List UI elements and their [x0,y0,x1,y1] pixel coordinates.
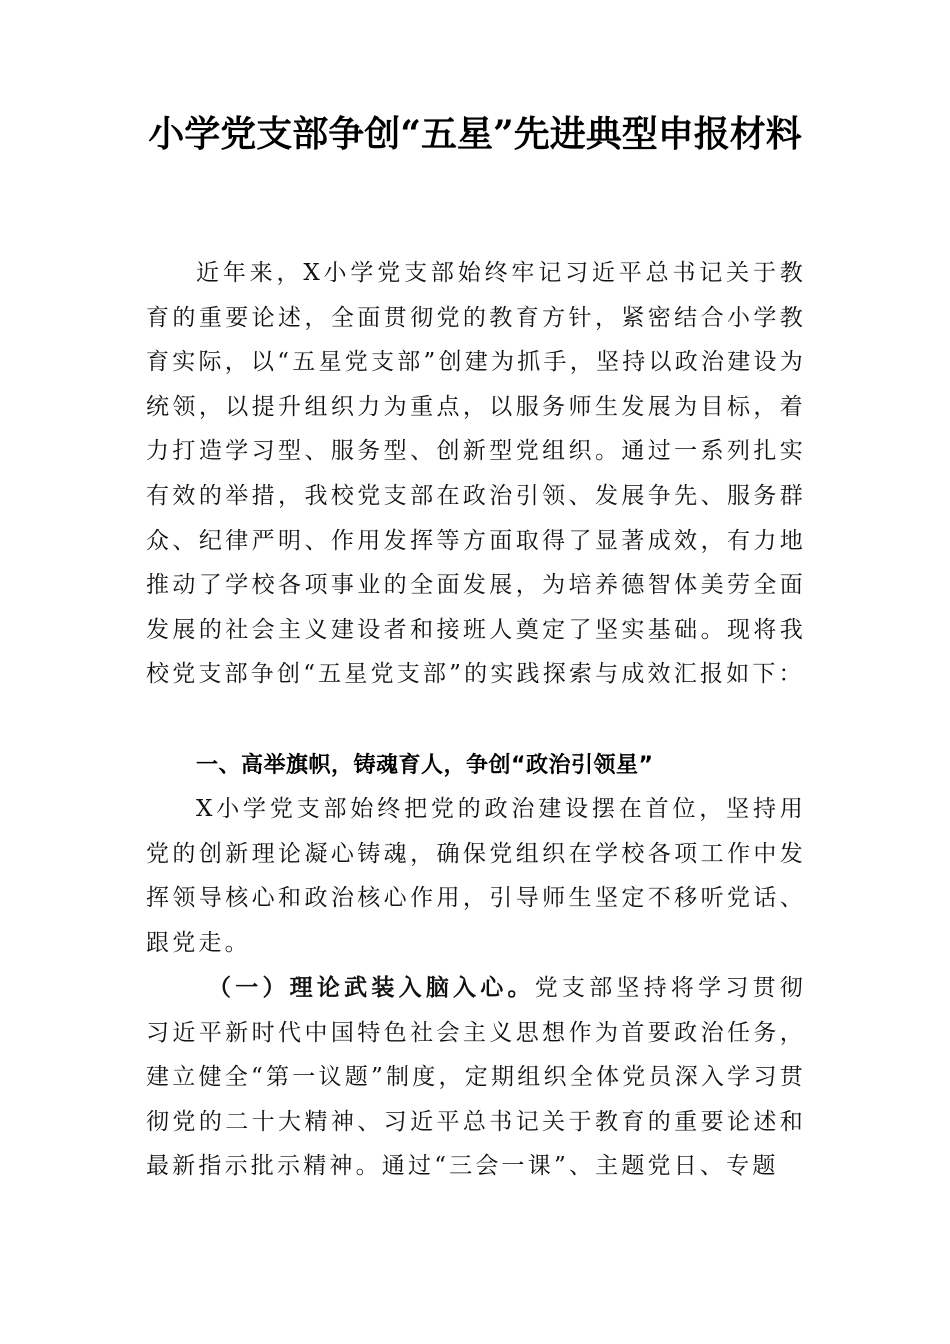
intro-paragraph: 近年来，X小学党支部始终牢记习近平总书记关于教育的重要论述，全面贯彻党的教育方针，紧密结合小学教育实际，以“五星党支部”创建为抓手，坚持以政治建设为统领，以提升组织力为重点，以服务师生发展为目标，着力打造学习型、服务型、创新型党组织。通过一系列扎实有效的举措，我校党支部在政治引领、发展争先、服务群众、纪律严明、作用发挥等方面取得了显著成效，有力地推动了学校各项事业的全面发展，为培养德智体美劳全面发展的社会主义建设者和接班人奠定了坚实基础。现将我校党支部争创“五星党支部”的实践探索与成效汇报如下： [146,260,806,688]
section-heading-1: 一、高举旗帜，铸魂育人，争创“政治引领星” [196,753,654,778]
document-title: 小学党支部争创“五星”先进典型申报材料 [148,113,802,155]
subsection-1-paragraph [146,966,806,1189]
subsection-1-text: 党支部坚持将学习贯彻习近平新时代中国特色社会主义思想作为首要政治任务，建立健全“第一议题”制度，定期组织全体党员深入学习贯彻党的二十大精神、习近平总书记关于教育的重要论述和最新指示批示精神。通过“三会一课”、主题党日、专题 [146,975,807,1180]
section-1-paragraph: X小学党支部始终把党的政治建设摆在首位，坚持用党的创新理论凝心铸魂，确保党组织在学校各项工作中发挥领导核心和政治核心作用，引导师生坚定不移听党话、跟党走。 [146,796,806,956]
subsection-1-lead: （一）理论武装入脑入心。 [208,974,535,1001]
